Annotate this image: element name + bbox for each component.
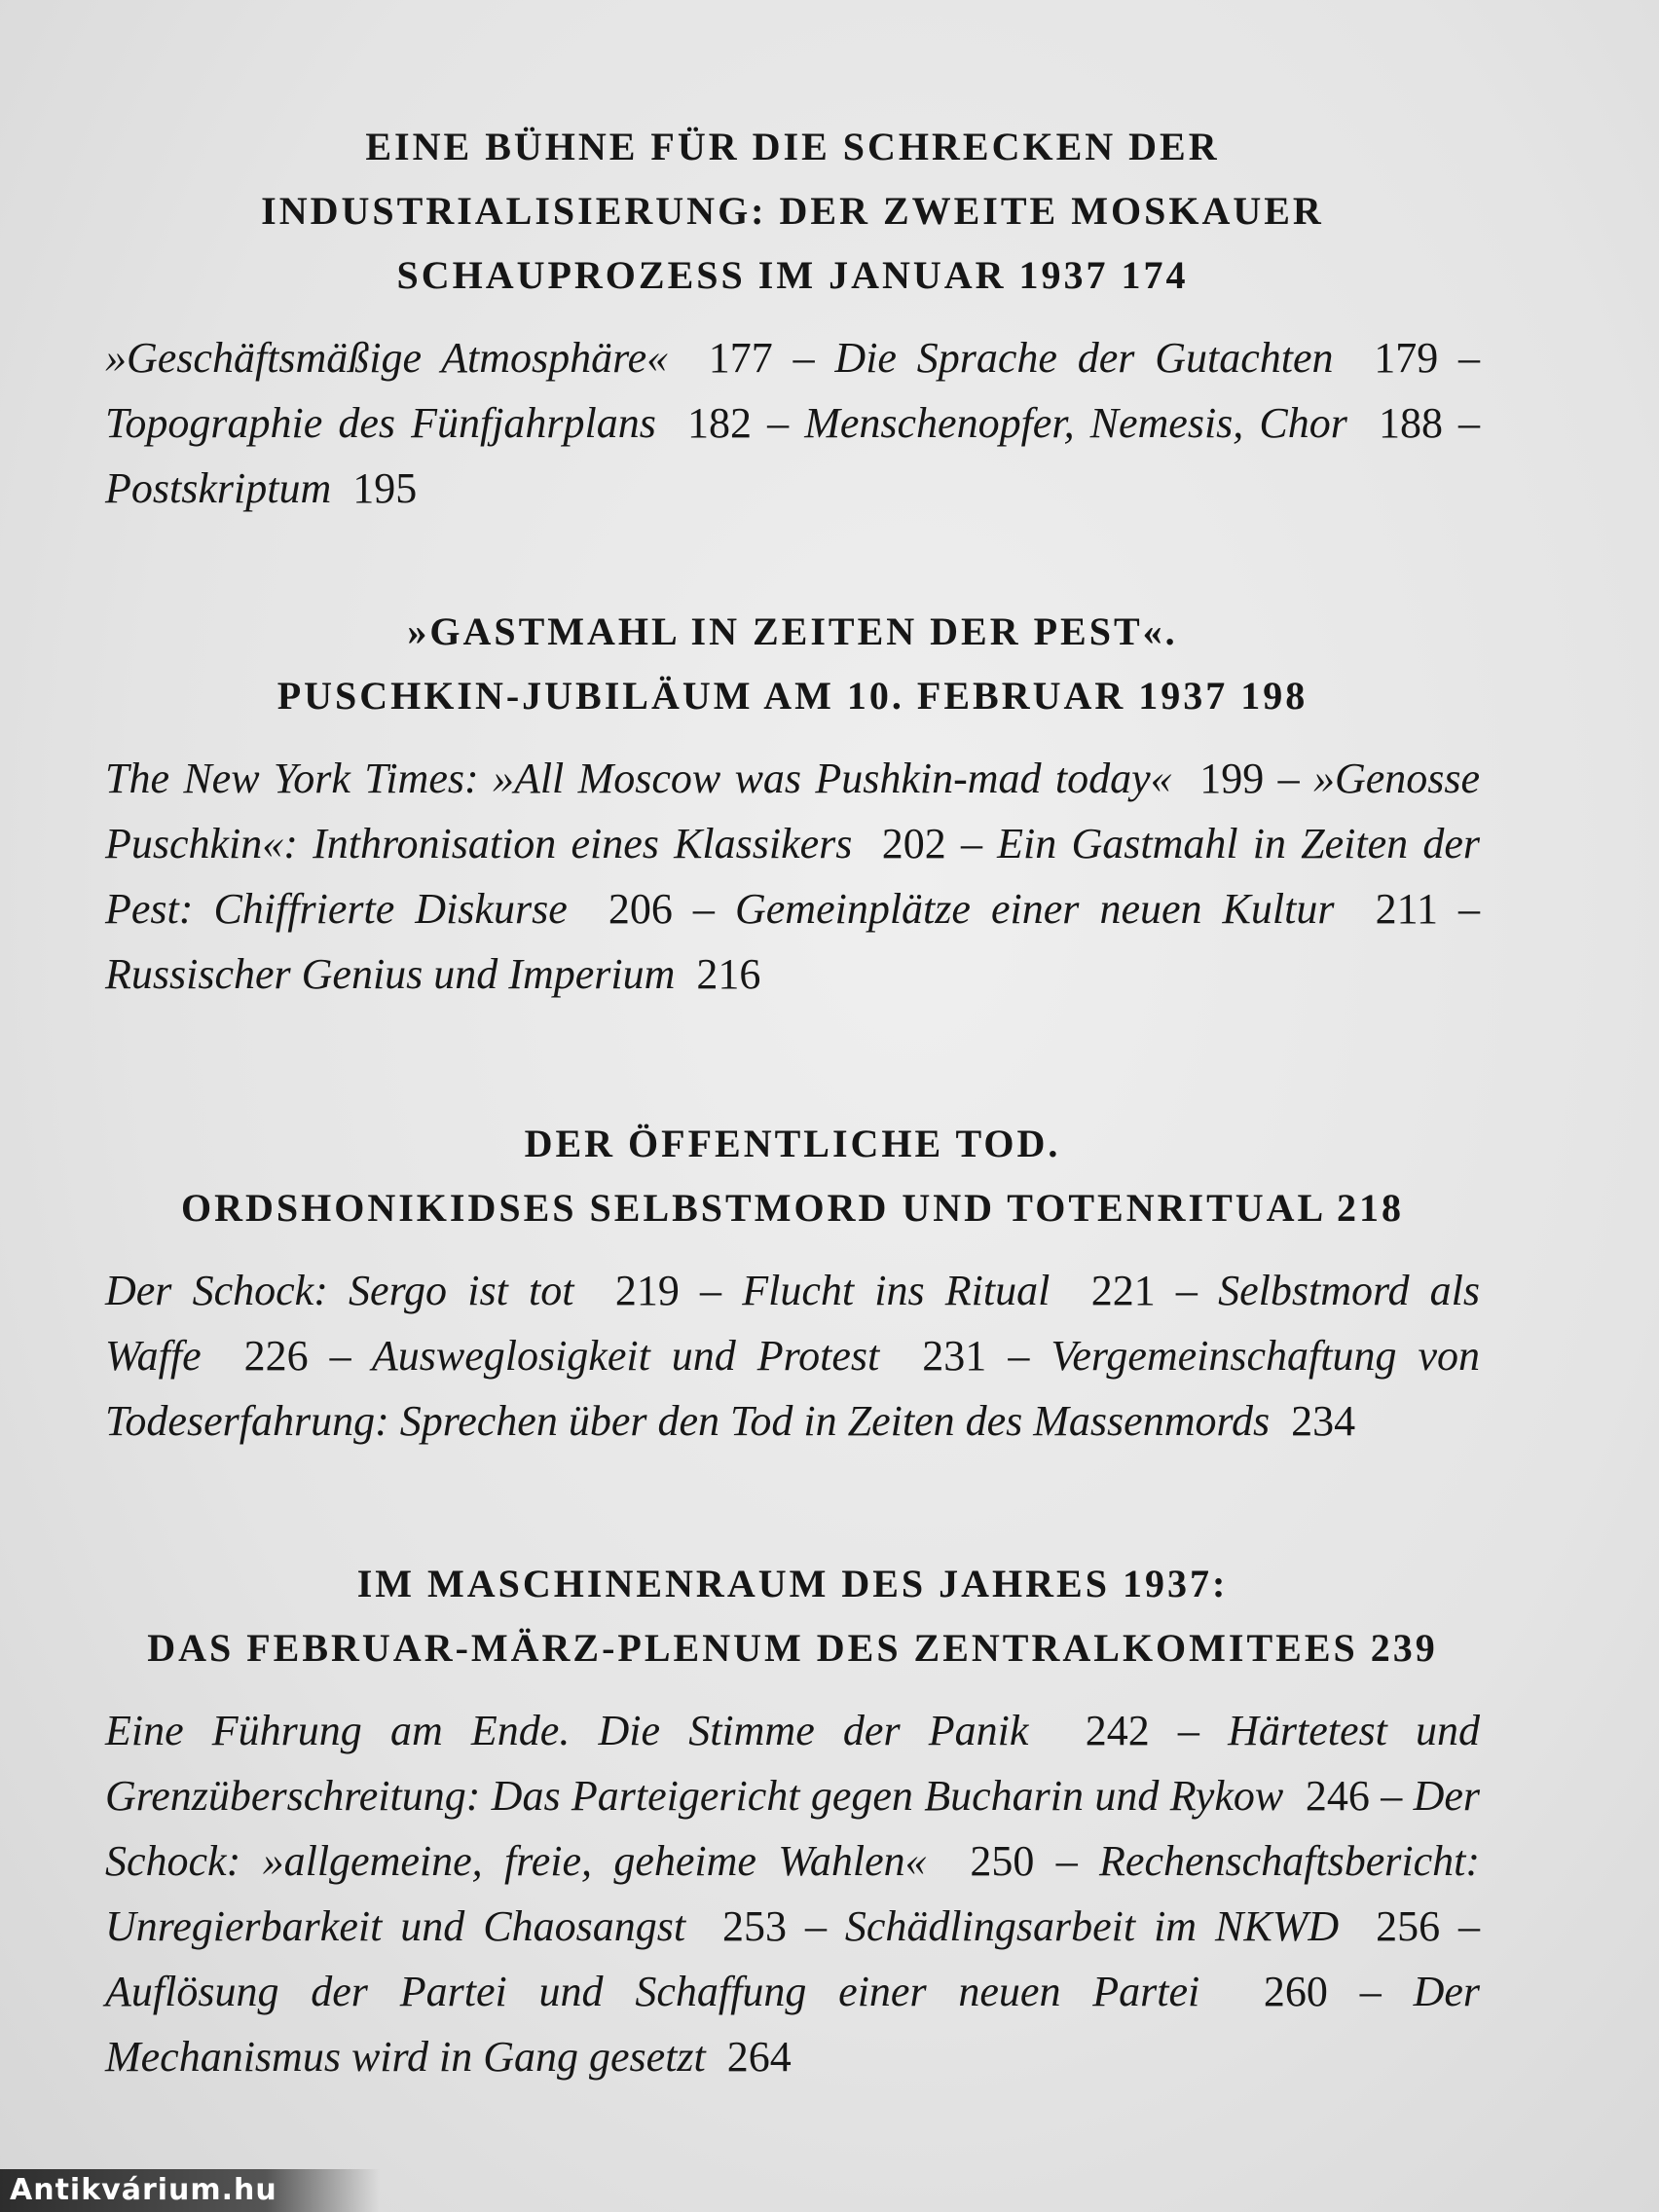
section-entries: »Geschäftsmäßige Atmosphäre« 177 – Die Sprache der Gutachten 179 – Topographie des Fünfjahrplans 182 – Menschenopfer, Nemesis, Chor 188 – Postskriptum 195 xyxy=(105,334,1481,512)
entry-title: Der Schock: Sergo ist tot xyxy=(105,1267,574,1314)
entry-title: Die Sprache der Gutachten xyxy=(834,334,1334,382)
toc-section-3 xyxy=(105,1112,1480,1454)
entry-title: Selbstmord als Waffe xyxy=(105,1267,1481,1380)
entry-page: 206 xyxy=(608,885,673,933)
entry-page: 195 xyxy=(352,464,418,512)
section-entries: Der Schock: Sergo ist tot 219 – Flucht ins Ritual 221 – Selbstmord als Waffe 226 – Ausweglosigkeit und Protest 231 – Vergemeinschaftung von Todeserfahrung: Sprechen über den Tod in Zeiten des Massenmords 234 xyxy=(105,1267,1481,1445)
heading-line: PUSCHKIN-JUBILÄUM AM 10. FEBRUAR 1937 198 xyxy=(276,674,1309,718)
heading-line: DER ÖFFENTLICHE TOD. xyxy=(524,1122,1061,1165)
entry-page: 177 xyxy=(708,334,773,382)
watermark-logo: Antikvárium.hu xyxy=(0,2169,380,2212)
entry-page: 216 xyxy=(696,950,761,998)
entry-title: Vergemeinschaftung von Todeserfahrung: Sprechen über den Tod in Zeiten des Massenmords xyxy=(105,1332,1481,1445)
entry-page: 264 xyxy=(726,2033,792,2081)
heading-line: SCHAUPROZESS IM JANUAR 1937 174 xyxy=(396,253,1189,297)
entry-page: 182 xyxy=(687,399,753,447)
entry-title: Eine Führung am Ende. Die Stimme der Panik xyxy=(105,1707,1029,1754)
heading-line: IM MASCHINENRAUM DES JAHRES 1937: xyxy=(356,1562,1229,1605)
entry-page: 188 xyxy=(1378,399,1443,447)
entry-page: 231 xyxy=(922,1332,987,1380)
entry-page: 253 xyxy=(721,1902,787,1950)
entry-title: Flucht ins Ritual xyxy=(742,1267,1051,1314)
heading-line: ORDSHONIKIDSES SELBSTMORD UND TOTENRITUAL 218 xyxy=(180,1186,1405,1230)
entry-page: 242 xyxy=(1085,1707,1150,1754)
entry-title: Schädlingsarbeit im NKWD xyxy=(844,1902,1340,1950)
entry-title: Postskriptum xyxy=(105,464,332,512)
entry-title: Rechenschaftsbericht: Unregierbarkeit und Chaosangst xyxy=(105,1837,1481,1950)
section-heading xyxy=(105,1112,1480,1240)
entry-title: Auflösung der Partei und Schaffung einer neuen Partei xyxy=(105,1968,1200,2015)
entry-page: 202 xyxy=(881,820,946,867)
entry-page: 234 xyxy=(1291,1397,1356,1445)
entry-title: Gemeinplätze einer neuen Kultur xyxy=(734,885,1335,933)
toc-section-1 xyxy=(105,115,1480,521)
toc-section-2 xyxy=(105,600,1480,1007)
entry-page: 211 xyxy=(1375,885,1438,933)
entry-title: Härtetest und Grenzüberschreitung: Das Parteigericht gegen Bucharin und Rykow xyxy=(105,1707,1481,1820)
entry-page: 226 xyxy=(243,1332,309,1380)
entry-title: Menschenopfer, Nemesis, Chor xyxy=(804,399,1347,447)
entry-title: »Genosse Puschkin«: Inthronisation eines Klassikers xyxy=(105,755,1481,867)
section-entries: The New York Times: »All Moscow was Pushkin-mad today« 199 – »Genosse Puschkin«: Inthronisation eines Klassikers 202 – Ein Gastmahl in Zeiten der Pest: Chiffrierte Diskurse 206 – Gemeinplätze einer neuen Kultur 211 – Russischer Genius und Imperium 216 xyxy=(105,755,1481,998)
section-entries: Eine Führung am Ende. Die Stimme der Panik 242 – Härtetest und Grenzüberschreitung: Das Parteigericht gegen Bucharin und Rykow 246 – Der Schock: »allgemeine, freie, geheime Wahlen« 250 – Rechenschaftsbericht: Unregierbarkeit und Chaosangst 253 – Schädlingsarbeit im NKWD 256 – Auflösung der Partei und Schaffung einer neuen Partei 260 – Der Mechanismus wird in Gang gesetzt 264 xyxy=(105,1707,1481,2081)
entry-page: 256 xyxy=(1376,1902,1441,1950)
entry-title: Der Schock: »allgemeine, freie, geheime Wahlen« xyxy=(105,1772,1481,1885)
heading-line: »GASTMAHL IN ZEITEN DER PEST«. xyxy=(407,609,1178,653)
entry-title: Ein Gastmahl in Zeiten der Pest: Chiffrierte Diskurse xyxy=(105,820,1480,933)
entry-page: 219 xyxy=(614,1267,680,1314)
entry-title: »Geschäftsmäßige Atmosphäre« xyxy=(105,334,669,382)
entry-page: 179 xyxy=(1374,334,1439,382)
entry-page: 246 xyxy=(1305,1772,1370,1820)
entry-title: Russischer Genius und Imperium xyxy=(105,950,676,998)
entry-page: 199 xyxy=(1199,755,1265,802)
entry-title: Der Mechanismus wird in Gang gesetzt xyxy=(105,1968,1481,2081)
entry-page: 250 xyxy=(970,1837,1035,1885)
section-heading xyxy=(105,1552,1480,1680)
entry-title: The New York Times: »All Moscow was Pushkin-mad today« xyxy=(105,755,1172,802)
entry-page: 260 xyxy=(1263,1968,1328,2015)
toc-section-4 xyxy=(105,1552,1480,2089)
entry-title: Ausweglosigkeit und Protest xyxy=(371,1332,880,1380)
section-heading xyxy=(105,600,1480,728)
heading-line: DAS FEBRUAR-MÄRZ-PLENUM DES ZENTRALKOMITEES 239 xyxy=(147,1626,1438,1670)
entry-page: 221 xyxy=(1090,1267,1156,1314)
heading-line: INDUSTRIALISIERUNG: DER ZWEITE MOSKAUER xyxy=(261,189,1324,233)
section-heading xyxy=(105,115,1480,308)
heading-line: EINE BÜHNE FÜR DIE SCHRECKEN DER xyxy=(365,125,1220,168)
entry-title: Topographie des Fünfjahrplans xyxy=(105,399,656,447)
